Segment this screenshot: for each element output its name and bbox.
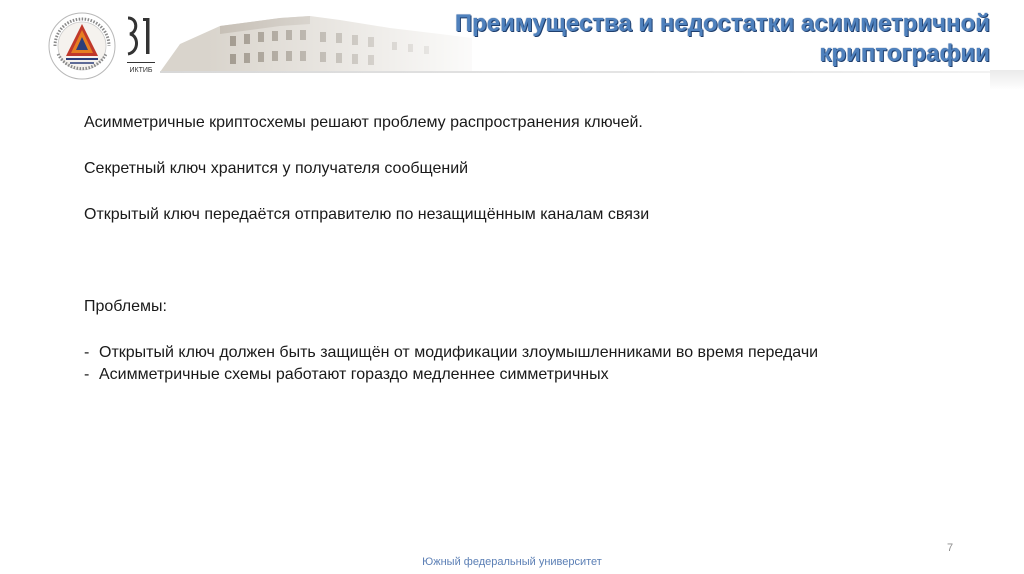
header-corner-shade: [990, 70, 1024, 90]
problem-text: Открытый ключ должен быть защищён от модификации злоумышленниками во время передачи: [99, 344, 819, 361]
footer: [0, 556, 1024, 568]
page-number: 7: [946, 542, 954, 554]
problems-list: [84, 342, 818, 386]
slide-title-line-2: криптографии: [819, 40, 990, 67]
problems-heading: Проблемы:: [84, 298, 167, 315]
list-item: [84, 342, 818, 364]
slide-title-line-1: Преимущества и недостатки асимметричной: [454, 10, 990, 37]
problem-text: Асимметричные схемы работают гораздо медленнее симметричных: [99, 366, 609, 383]
svg-text:ИКТИБ: ИКТИБ: [129, 67, 153, 74]
paragraph-key-distribution: Асимметричные криптосхемы решают проблему распространения ключей.: [84, 114, 643, 131]
footer-university-name: Южный федеральный университет: [422, 556, 602, 568]
header-divider: [160, 71, 1024, 73]
list-marker: -: [84, 344, 90, 361]
paragraph-public-key: Открытый ключ передаётся отправителю по незащищённым каналам связи: [84, 206, 650, 223]
paragraph-secret-key: Секретный ключ хранится у получателя сообщений: [84, 160, 469, 177]
list-item: [84, 364, 818, 386]
university-emblem-logo: [46, 10, 118, 82]
list-marker: -: [84, 366, 90, 383]
slide-title: [390, 9, 990, 69]
institute-logo: [124, 12, 158, 76]
